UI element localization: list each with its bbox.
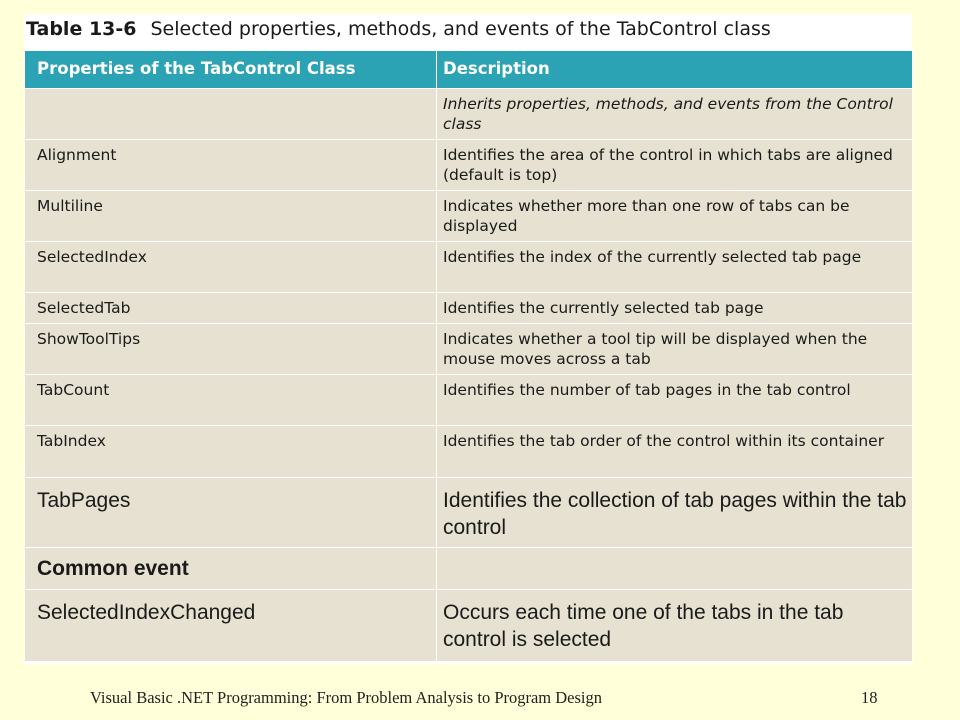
table-row — [25, 89, 913, 140]
footer-text: Visual Basic .NET Programming: From Problem Analysis to Program Design — [90, 688, 603, 707]
property-name: TabIndex — [25, 426, 437, 478]
table-row — [25, 478, 913, 548]
table-caption — [26, 18, 771, 48]
header-properties: Properties of the TabControl Class — [25, 51, 437, 89]
property-description: Identifies the tab order of the control within its container — [437, 426, 913, 478]
property-description — [437, 548, 913, 590]
table-row — [25, 324, 913, 375]
table-row — [25, 426, 913, 478]
section-heading: Common event — [25, 548, 437, 590]
property-name: TabCount — [25, 375, 437, 426]
table-row — [25, 191, 913, 242]
table-row — [25, 242, 913, 293]
table-number: Table 13-6 — [26, 18, 137, 40]
table-header-row — [25, 51, 913, 89]
table-row — [25, 590, 913, 662]
table-row — [25, 140, 913, 191]
header-description: Description — [437, 51, 913, 89]
page-number: 18 — [861, 688, 878, 707]
property-description: Identifies the collection of tab pages within the tab control — [437, 478, 913, 548]
property-name: Alignment — [25, 140, 437, 191]
table-row — [25, 375, 913, 426]
property-name: Multiline — [25, 191, 437, 242]
table-panel — [24, 14, 912, 664]
event-description: Occurs each time one of the tabs in the tab control is selected — [437, 590, 913, 662]
table-row — [25, 293, 913, 324]
property-name: TabPages — [25, 478, 437, 548]
property-name: ShowToolTips — [25, 324, 437, 375]
property-name: SelectedTab — [25, 293, 437, 324]
property-description: Indicates whether more than one row of tabs can be displayed — [437, 191, 913, 242]
property-description: Identifies the area of the control in which tabs are aligned (default is top) — [437, 140, 913, 191]
event-name: SelectedIndexChanged — [25, 590, 437, 662]
table-title: Selected properties, methods, and events of the TabControl class — [150, 18, 771, 40]
property-name: SelectedIndex — [25, 242, 437, 293]
property-description: Identifies the currently selected tab page — [437, 293, 913, 324]
property-description: Indicates whether a tool tip will be displayed when the mouse moves across a tab — [437, 324, 913, 375]
property-name — [25, 89, 437, 140]
property-description: Inherits properties, methods, and events from the Control class — [437, 89, 913, 140]
property-description: Identifies the number of tab pages in the tab control — [437, 375, 913, 426]
property-description: Identifies the index of the currently selected tab page — [437, 242, 913, 293]
table-row — [25, 548, 913, 590]
properties-table — [24, 50, 913, 662]
